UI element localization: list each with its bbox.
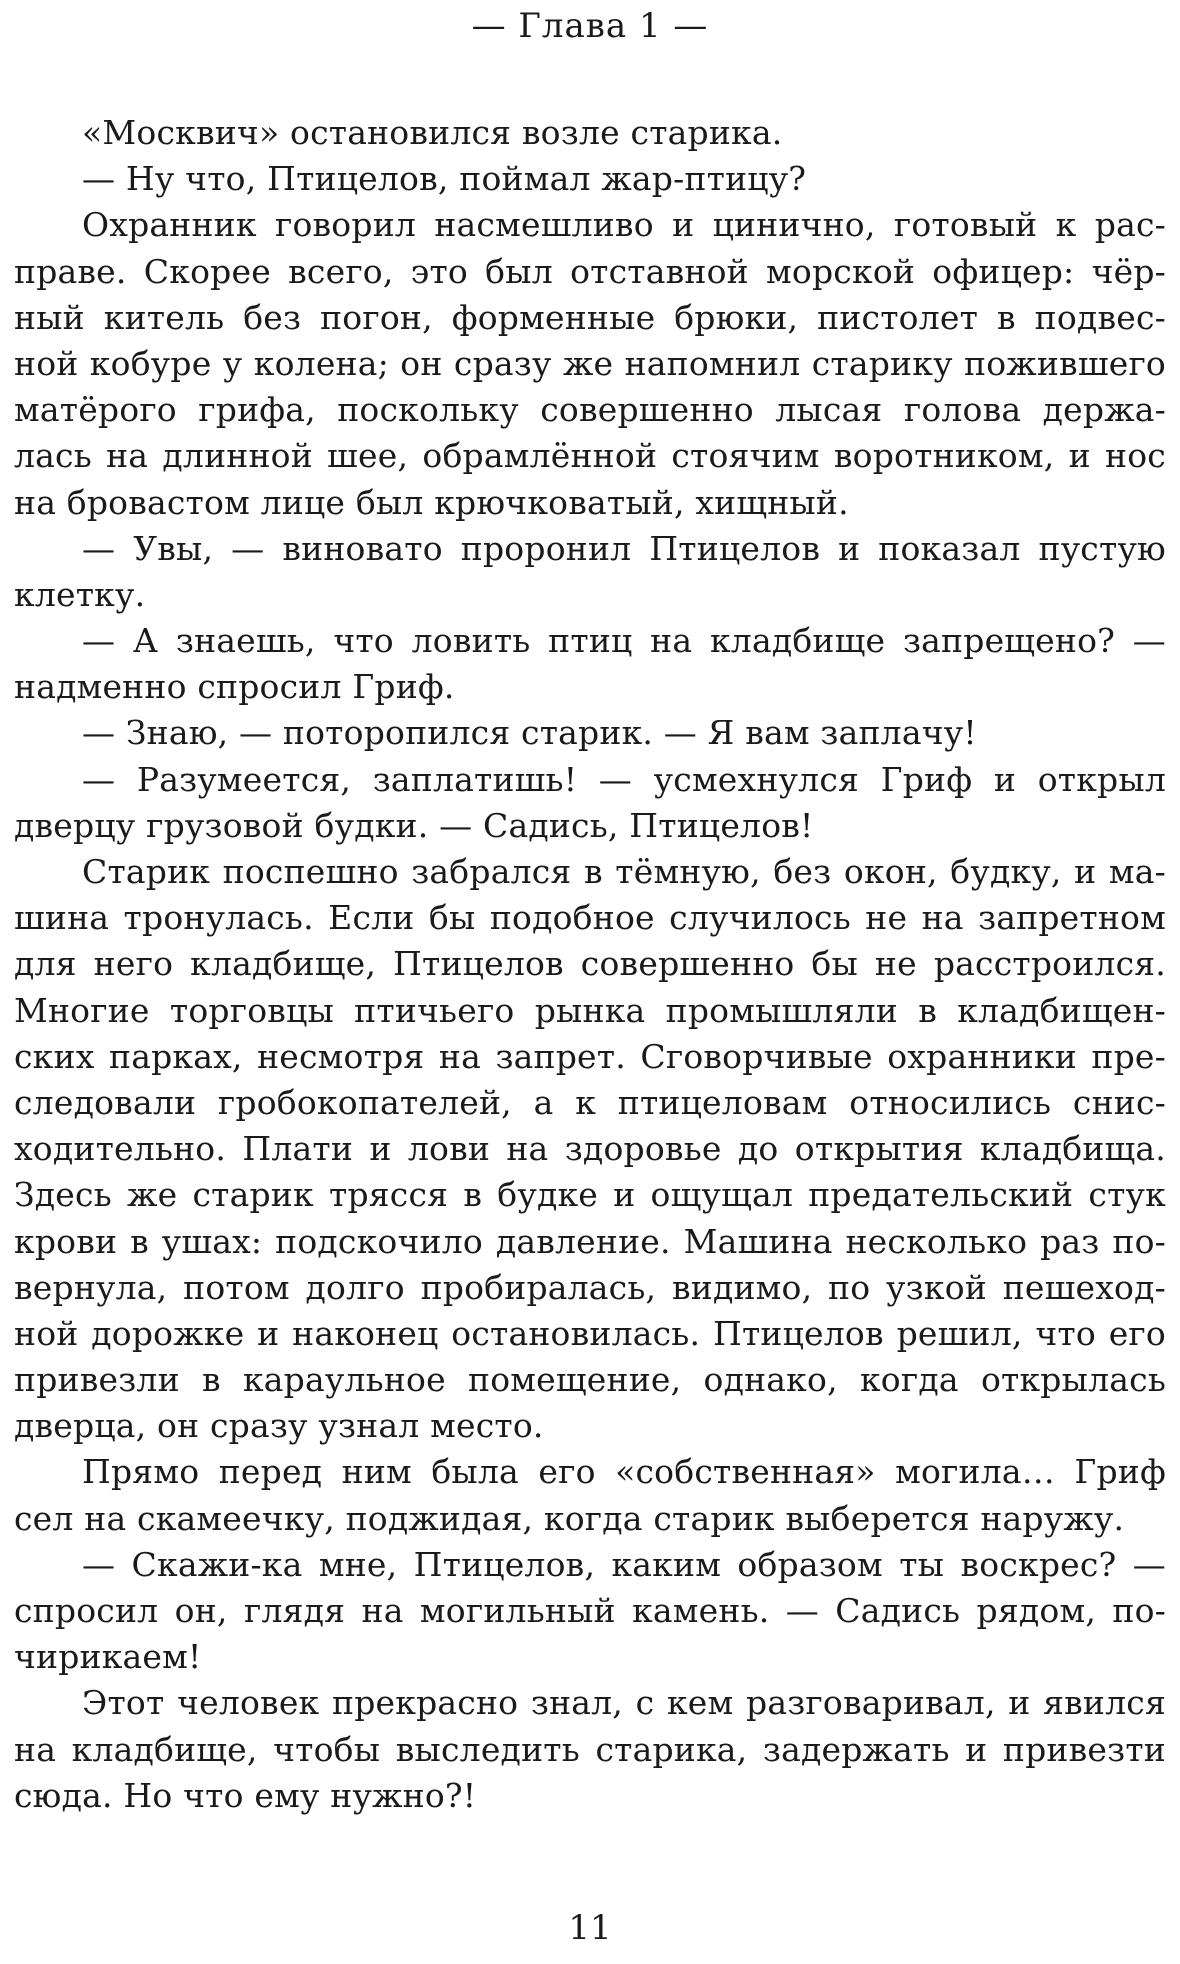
text-line: матёрого грифа, поскольку совершенно лысая голова держа- bbox=[14, 390, 1166, 430]
text-line: ходительно. Плати и лови на здоровье до открытия кладбища. bbox=[14, 1129, 1166, 1169]
text-line: ный китель без погон, форменные брюки, пистолет в подвес- bbox=[14, 297, 1166, 337]
text-line: — А знаешь, что ловить птиц на кладбище запрещено? — bbox=[82, 621, 1166, 661]
text-line: Охранник говорил насмешливо и цинично, готовый к рас- bbox=[82, 205, 1166, 245]
text-line: сюда. Но что ему нужно?! bbox=[14, 1775, 477, 1815]
running-header: — Глава 1 — bbox=[471, 6, 709, 46]
text-line: Этот человек прекрасно знал, с кем разговаривал, и явился bbox=[82, 1683, 1166, 1723]
text-line: клетку. bbox=[14, 574, 146, 614]
text-line: ной кобуре у колена; он сразу же напомнил старику пожившего bbox=[14, 343, 1166, 383]
text-line: спросил он, глядя на могильный камень. — Садись рядом, по- bbox=[14, 1591, 1166, 1630]
text-line: на кладбище, чтобы выследить старика, задержать и привезти bbox=[14, 1729, 1166, 1769]
text-line: крови в ушах: подскочило давление. Машина несколько раз по- bbox=[14, 1221, 1166, 1261]
text-line: вернула, потом долго пробиралась, видимо, по узкой пешеход- bbox=[14, 1267, 1166, 1307]
text-line: Старик поспешно забрался в тёмную, без окон, будку, и ма- bbox=[82, 852, 1166, 891]
page-number: 11 bbox=[568, 1908, 612, 1948]
text-line: дверцу грузовой будки. — Садись, Птицелов! bbox=[14, 805, 814, 845]
text-line: шина тронулась. Если бы подобное случилось не на запретном bbox=[14, 898, 1166, 938]
text-line: дверца, он сразу узнал место. bbox=[14, 1406, 544, 1446]
text-line: — Знаю, — поторопился старик. — Я вам заплачу! bbox=[82, 713, 977, 753]
text-line: лась на длинной шее, обрамлённой стоячим воротником, и нос bbox=[14, 436, 1166, 476]
text-line: «Москвич» остановился возле старика. bbox=[82, 113, 783, 152]
text-line: — Ну что, Птицелов, поймал жар-птицу? bbox=[82, 159, 807, 199]
text-line: ских парках, несмотря на запрет. Сговорчивые охранники пре- bbox=[14, 1036, 1166, 1076]
text-line: следовали гробокопателей, а к птицеловам относились снис- bbox=[14, 1082, 1166, 1122]
text-line: для него кладбище, Птицелов совершенно бы не расстроился. bbox=[14, 944, 1166, 984]
text-line: на бровастом лице был крючковатый, хищный. bbox=[14, 482, 849, 522]
text-line: чирикаем! bbox=[14, 1637, 202, 1677]
body-text bbox=[14, 110, 1166, 1819]
text-line: — Разумеется, заплатишь! — усмехнулся Гриф и открыл bbox=[82, 759, 1166, 799]
text-line: надменно спросил Гриф. bbox=[14, 667, 455, 707]
text-line: — Скажи-ка мне, Птицелов, каким образом ты воскрес? — bbox=[82, 1544, 1166, 1584]
text-line: ной дорожке и наконец остановилась. Птицелов решил, что его bbox=[14, 1313, 1166, 1353]
text-line: сел на скамеечку, поджидая, когда старик выберется наружу. bbox=[14, 1498, 1125, 1538]
text-line: Здесь же старик трясся в будке и ощущал предательский стук bbox=[14, 1175, 1166, 1215]
text-line: Многие торговцы птичьего рынка промышляли в кладбищен- bbox=[14, 990, 1166, 1030]
text-line: — Увы, — виновато проронил Птицелов и показал пустую bbox=[82, 528, 1166, 568]
text-line: праве. Скорее всего, это был отставной морской офицер: чёр- bbox=[14, 251, 1166, 291]
text-line: Прямо перед ним была его «собственная» могила… Гриф bbox=[82, 1452, 1166, 1492]
text-line: привезли в караульное помещение, однако, когда открылась bbox=[14, 1360, 1166, 1400]
